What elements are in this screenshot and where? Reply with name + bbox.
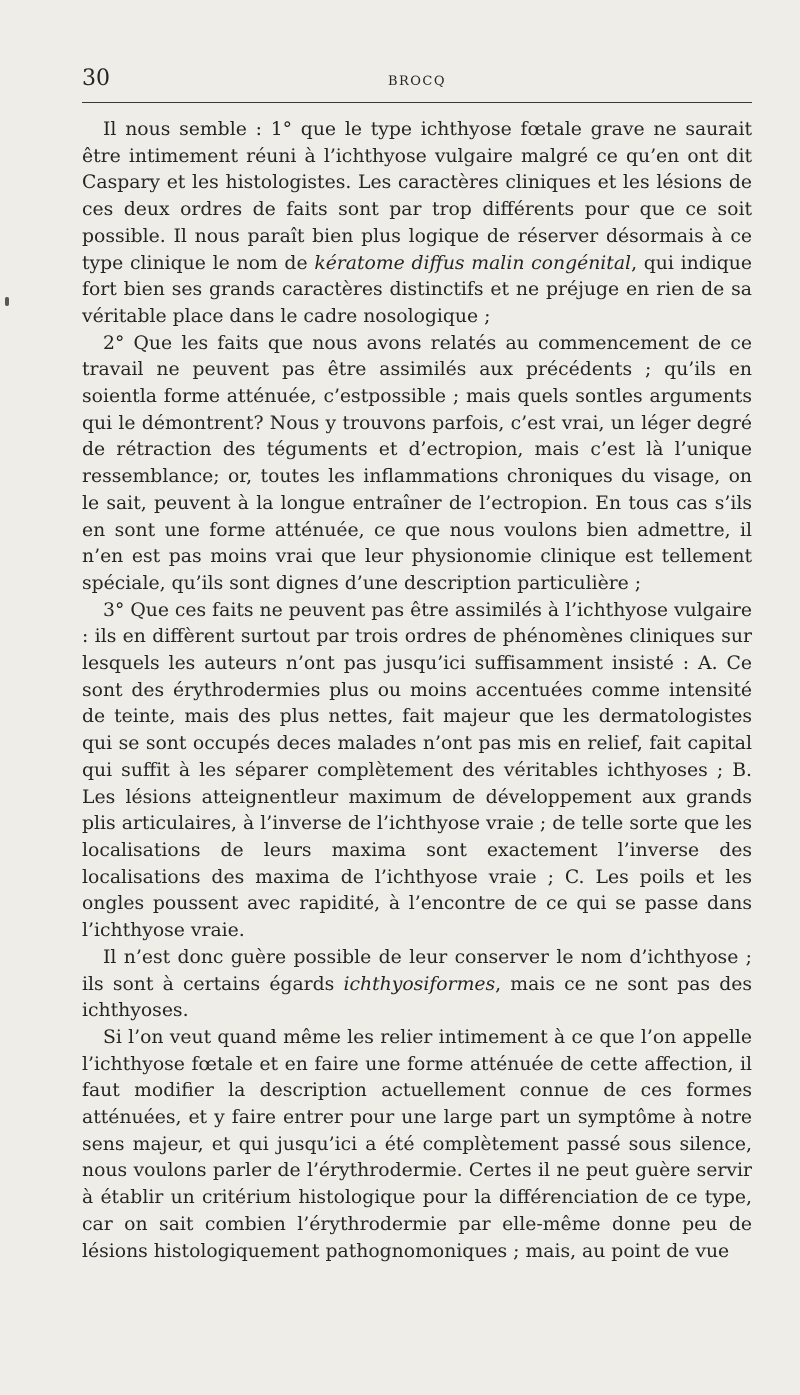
paragraph-1-text: Il nous semble : 1° que le type ichthyose fœtale grave ne saurait être intimement réuni à l’ichthyose vulgaire malgré ce qu’en ont dit Caspary et les histologistes. Les caractères cliniques et les lésions de ces deux ordres de faits sont par trop différents pour que ce soit possible. Il nous paraît bien plus logique de réserver désormais à ce type clinique le nom de — [82, 119, 752, 274]
paragraph-5 — [82, 1025, 752, 1265]
paragraph-5-text: Si l’on veut quand même les relier intimement à ce que l’on appelle l’ichthyose fœtale et en faire une forme atténuée de cette affection, il faut modifier la description actuellement connue de ces formes atténuées, et y faire entrer pour une large part un symptôme à notre sens majeur, et qui jusqu’ici a été complètement passé sous silence, nous voulons parler de l’érythrodermie. Certes il ne peut guère servir à établir un critérium histologique pour la différenciation de ce type, car on sait combien l’érythrodermie par elle-même donne peu de lésions histologiquement pathognomoniques ; mais, au point de vue — [82, 1026, 752, 1262]
page-number: 30 — [82, 66, 110, 91]
paragraph-1 — [82, 117, 752, 331]
paragraph-4-tail: , mais ce ne sont pas des ichthyoses. — [82, 973, 753, 1022]
page-header — [82, 58, 752, 98]
paragraph-1-italic: kératome diffus malin congénital — [314, 252, 632, 274]
paragraph-4 — [82, 945, 752, 1025]
paragraph-4-text: Il n’est donc guère possible de leur conserver le nom d’ichthyose ; ils sont à certains égards — [82, 946, 752, 995]
running-title: BROCQ — [387, 74, 447, 89]
paragraph-3 — [82, 598, 752, 945]
paragraph-2-text: 2° Que les faits que nous avons relatés au commencement de ce travail ne peuvent pas être assimilés aux précédents ; qu’ils en soientla forme atténuée, c’estpossible ; mais quels sontles arguments qui le démontrent? Nous y trouvons parfois, c’est vrai, un léger degré de rétraction des téguments et d’ectropion, mais c’est là l’unique ressemblance; or, toutes les inflammations chroniques du visage, on le sait, peuvent à la longue entraîner de l’ectropion. En tous cas s’ils en sont une forme atténuée, ce que nous voulons bien admettre, il n’en est pas moins vrai que leur physionomie clinique est tellement spéciale, qu’ils sont dignes d’une description particulière ; — [82, 332, 752, 594]
paragraph-1-tail: , qui indique fort bien ses grands caractères distinctifs et ne préjuge en rien de sa véritable place dans le cadre nosologique ; — [82, 252, 752, 327]
margin-mark — [5, 297, 9, 306]
paragraph-3-text: 3° Que ces faits ne peuvent pas être assimilés à l’ichthyose vulgaire : ils en diffèrent surtout par trois ordres de phénomènes cliniques sur lesquels les auteurs n’ont pas jusqu’ici suffisamment insisté : A. Ce sont des érythrodermies plus ou moins accentuées comme intensité de teinte, mais des plus nettes, fait majeur que les dermatologistes qui se sont occupés deces malades n’ont pas mis en relief, fait capital qui suffit à les séparer complètement des véritables ichthyoses ; B. Les lésions atteignentleur maximum de développement aux grands plis articulaires, à l’inverse de l’ichthyose vraie ; de telle sorte que les localisations de leurs maxima sont exactement l’inverse des localisations des maxima de l’ichthyose vraie ; C. Les poils et les ongles poussent avec rapidité, à l’encontre de ce qui se passe dans l’ichthyose vraie. — [82, 599, 752, 942]
paragraph-4-italic: ichthyosiformes — [343, 973, 496, 995]
body-text — [82, 117, 752, 1265]
paragraph-2 — [82, 331, 752, 598]
header-rule — [82, 102, 752, 103]
